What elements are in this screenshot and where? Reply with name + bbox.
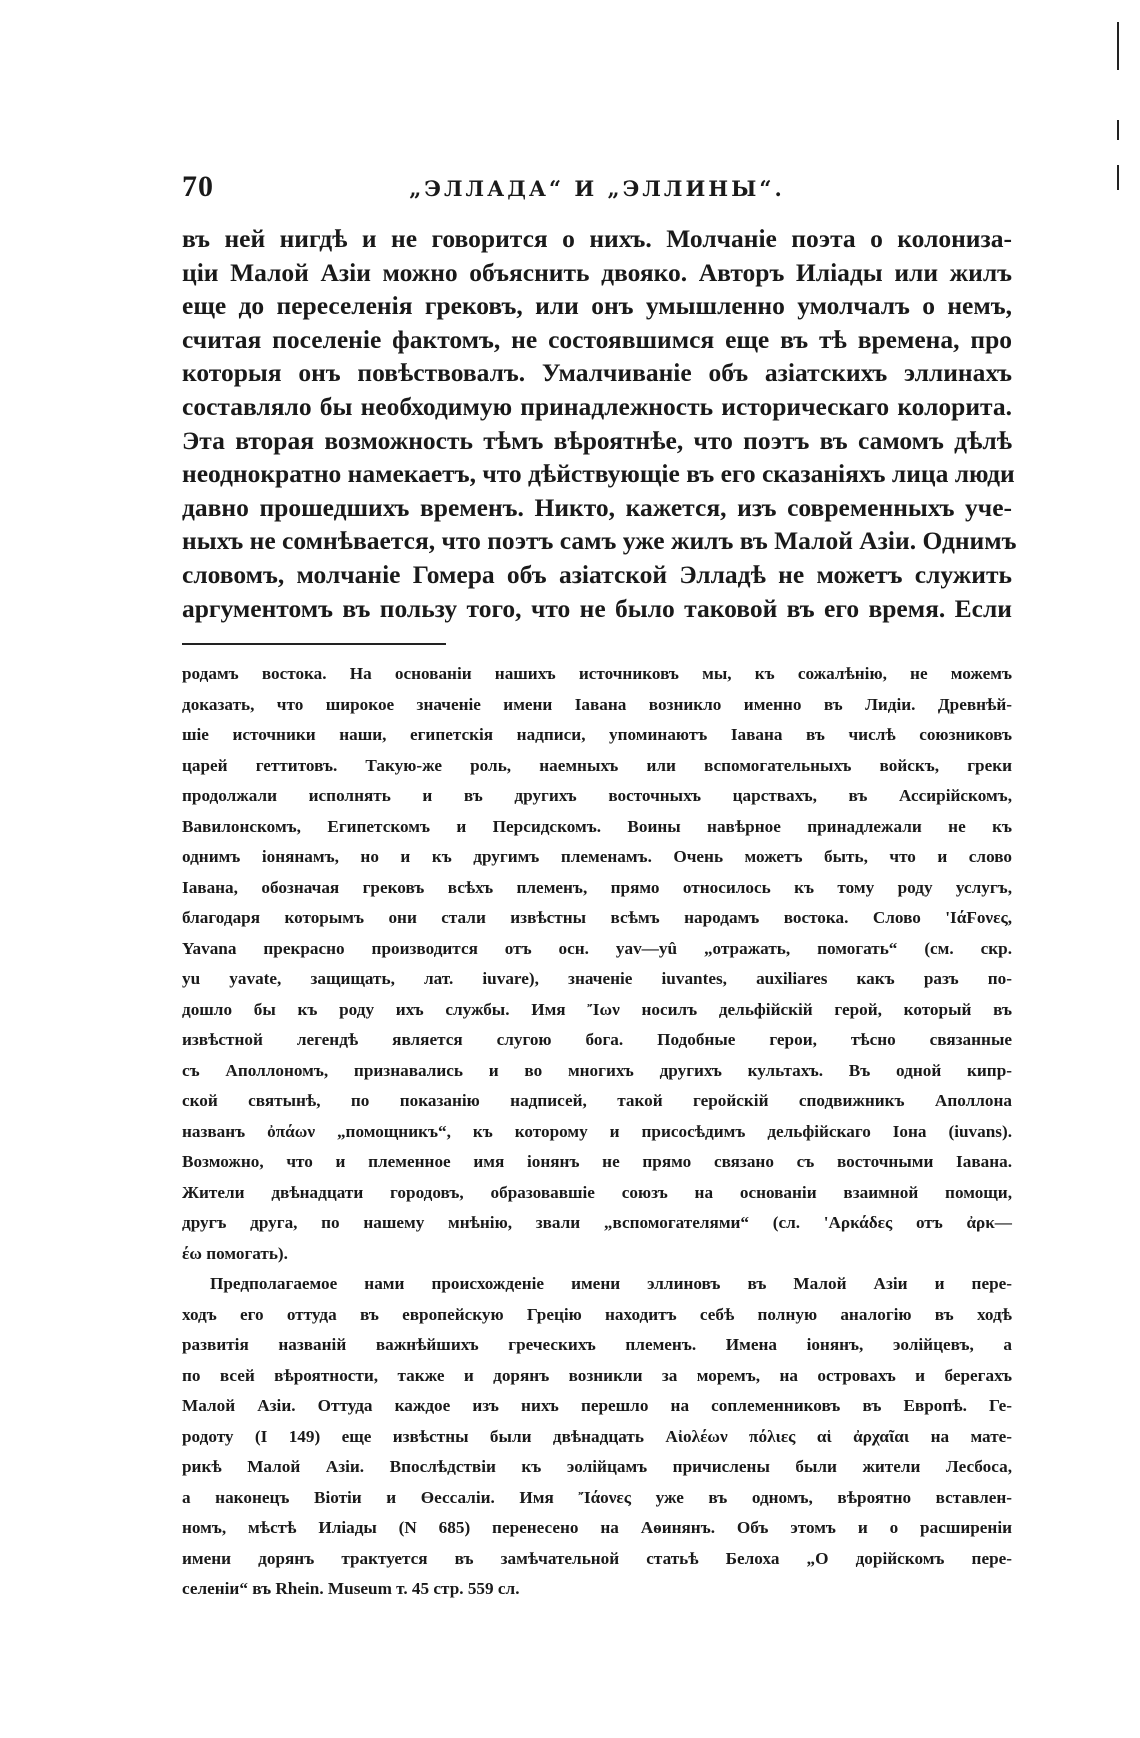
footnote-line: Предполагаемое нами происхожденіе имени эллиновъ въ Малой Азіи и пере- xyxy=(210,1274,1012,1294)
main-text-line: словомъ, молчаніе Гомера объ азіатской Элладѣ не можетъ служить xyxy=(182,559,1012,589)
page-number: 70 xyxy=(182,170,214,203)
footnote-line: родамъ востока. На основаніи нашихъ источниковъ мы, къ сожалѣнію, не можемъ xyxy=(182,664,1012,684)
scan-edge-line-top xyxy=(1117,22,1119,70)
scan-edge-line-mid xyxy=(1117,120,1119,140)
footnote-line: yu yavate, защищать, лат. iuvare), значеніе iuvantes, auxiliares какъ разъ по- xyxy=(182,969,1012,989)
scan-edge-line-low xyxy=(1117,165,1119,190)
footnote-line: ходъ его оттуда въ европейскую Грецію находитъ себѣ полную аналогію въ ходѣ xyxy=(182,1304,1012,1324)
main-text-line: Эта вторая возможность тѣмъ вѣроятнѣе, что поэтъ въ самомъ дѣлѣ xyxy=(182,425,1012,455)
main-text-line: составляло бы необходимую принадлежность историческаго колорита. xyxy=(182,391,1012,421)
main-text-line: давно прошедшихъ временъ. Никто, кажется, изъ современныхъ уче- xyxy=(182,492,1012,522)
footnote-line: Вавилонскомъ, Египетскомъ и Персидскомъ. Воины навѣрное принадлежали не къ xyxy=(182,816,1012,836)
main-text-line: ціи Малой Азіи можно объяснить двояко. Авторъ Иліады или жилъ xyxy=(182,257,1012,287)
footnote-line: Іавана, обозначая грековъ всѣхъ племенъ, прямо относилось къ тому роду услугъ, xyxy=(182,877,1012,897)
footnote-line: Yavana прекрасно производится отъ осн. yav—yû „отражать, помогать“ (см. скр. xyxy=(182,938,1012,958)
footnote-line: Возможно, что и племенное имя іонянъ не прямо связано съ восточными Іавана. xyxy=(182,1152,1012,1172)
footnote-line: извѣстной легендѣ является слугою бога. Подобные герои, тѣсно связанные xyxy=(182,1030,1012,1050)
footnote-line: Малой Азіи. Оттуда каждое изъ нихъ перешло на соплеменниковъ въ Европѣ. Ге- xyxy=(182,1396,1012,1416)
footnote-line: развитія названій важнѣйшихъ греческихъ племенъ. Имена іонянъ, эолійцевъ, а xyxy=(182,1335,1012,1355)
main-text-line: которыя онъ повѣствовалъ. Умалчиваніе объ азіатскихъ эллинахъ xyxy=(182,358,1012,388)
page-header xyxy=(182,170,1012,222)
main-text-line: неоднократно намекаетъ, что дѣйствующіе въ его сказаніяхъ лица люди xyxy=(182,459,1015,489)
main-text-line: еще до переселенія грековъ, или онъ умышленно умолчалъ о немъ, xyxy=(182,291,1012,321)
footnote-continued xyxy=(182,659,1012,1269)
main-text-line: ныхъ не сомнѣвается, что поэтъ самъ уже жилъ въ Малой Азіи. Однимъ xyxy=(182,526,1017,556)
footnote-second xyxy=(182,1269,1012,1605)
footnote-line: благодаря которымъ они стали извѣстны всѣмъ народамъ востока. Слово 'ΙάϜονες, xyxy=(182,908,1012,928)
footnote-line: Жители двѣнадцати городовъ, образовавшіе союзъ на основаніи взаимной помощи, xyxy=(182,1182,1012,1202)
main-text xyxy=(182,222,1017,625)
footnote-line: έω помогать). xyxy=(182,1243,288,1263)
footnote-line: ской святынѣ, по показанію надписей, такой геройскій сподвижникъ Аполлона xyxy=(182,1091,1012,1111)
footnote-line: шіе источники наши, египетскія надписи, упоминаютъ Іавана въ числѣ союзниковъ xyxy=(182,725,1012,745)
footnote-line: царей геттитовъ. Такую-же роль, наемныхъ или вспомогательныхъ войскъ, греки xyxy=(182,755,1012,775)
footnote-line: по всей вѣроятности, также и дорянъ возникли за моремъ, на островахъ и берегахъ xyxy=(182,1365,1012,1385)
footnote-line: однимъ іонянамъ, но и къ другимъ племенамъ. Очень можетъ быть, что и слово xyxy=(182,847,1012,867)
book-page xyxy=(182,170,1017,1605)
footnote-line: другъ друга, по нашему мнѣнію, звали „вспомогателями“ (сл. 'Αρκάδες отъ ἀρκ— xyxy=(182,1213,1012,1233)
footnote-line: номъ, мѣстѣ Иліады (N 685) перенесено на Аѳинянъ. Объ этомъ и о расширеніи xyxy=(182,1518,1012,1538)
footnote-line: названъ ὀπάων „помощникъ“, къ которому и присосѣдимъ дельфійскаго Іона (iuvans). xyxy=(182,1121,1012,1141)
footnote-line: а наконецъ Віотіи и Өессаліи. Имя Ἴάονες уже въ одномъ, вѣроятно вставлен- xyxy=(182,1487,1012,1507)
main-text-line: въ ней нигдѣ и не говорится о нихъ. Молчаніе поэта о колониза- xyxy=(182,224,1012,253)
footnote-line: рикѣ Малой Азіи. Впослѣдствіи къ эолійцамъ причислены были жители Лесбоса, xyxy=(182,1457,1012,1477)
main-text-line: считая поселеніе фактомъ, не состоявшимся еще въ тѣ времена, про xyxy=(182,324,1012,354)
footnote-separator xyxy=(182,643,446,645)
running-head: „ЭЛЛАДА“ И „ЭЛЛИНЫ“. xyxy=(409,176,785,201)
main-text-line: аргументомъ въ пользу того, что не было таковой въ его время. Если xyxy=(182,593,1012,623)
footnote-line: съ Аполлономъ, признавались и во многихъ другихъ культахъ. Въ одной кипр- xyxy=(182,1060,1012,1080)
footnote-line: имени дорянъ трактуется въ замѣчательной статьѣ Белоха „О дорійскомъ пере- xyxy=(182,1548,1012,1568)
footnote-line: продолжали исполнять и въ другихъ восточныхъ царствахъ, въ Ассирійскомъ, xyxy=(182,786,1012,806)
footnote-line: родоту (I 149) еще извѣстны были двѣнадцать Αἰολέων πόλιες αἱ ἀρχαῖαι на матe- xyxy=(182,1426,1012,1446)
footnote-line: доказать, что широкое значеніе имени Іавана возникло именно въ Лидіи. Древнѣй- xyxy=(182,694,1012,714)
footnote-line: дошло бы къ роду ихъ службы. Имя Ἴων носилъ дельфійскій герой, который въ xyxy=(182,999,1012,1019)
footnote-line: селеніи“ въ Rhein. Museum т. 45 стр. 559 сл. xyxy=(182,1579,520,1599)
